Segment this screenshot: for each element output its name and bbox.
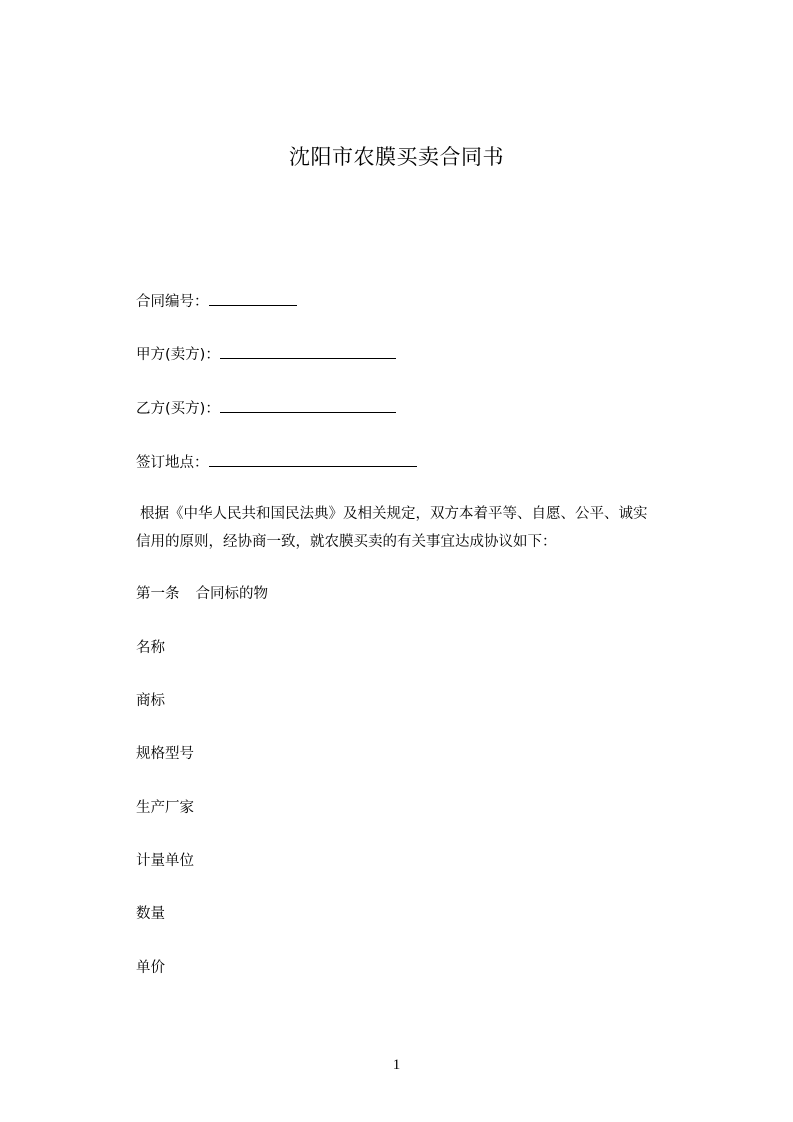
contract-number-label: 合同编号： bbox=[136, 294, 209, 310]
party-a-field bbox=[136, 342, 396, 366]
sign-place-blank bbox=[209, 450, 417, 467]
intro-line-1: 根据《中华人民共和国民法典》及相关规定，双方本着平等、自愿、公平、诚实 bbox=[140, 506, 648, 522]
party-a-label: 甲方(卖方)： bbox=[136, 347, 220, 363]
item-spec-model: 规格型号 bbox=[136, 746, 194, 762]
item-quantity: 数量 bbox=[136, 906, 165, 922]
intro-paragraph bbox=[136, 500, 716, 556]
item-unit: 计量单位 bbox=[136, 853, 194, 869]
party-b-label: 乙方(买方)： bbox=[136, 401, 220, 417]
sign-place-field bbox=[136, 450, 417, 474]
item-trademark: 商标 bbox=[136, 693, 165, 709]
party-a-blank bbox=[220, 342, 396, 359]
party-b-blank bbox=[220, 396, 396, 413]
party-b-field bbox=[136, 396, 396, 420]
article-1-title: 合同标的物 bbox=[195, 586, 268, 602]
page-number: 1 bbox=[392, 1057, 401, 1073]
article-1-heading bbox=[136, 583, 268, 605]
intro-line-2: 信用的原则，经协商一致，就农膜买卖的有关事宜达成协议如下： bbox=[136, 534, 557, 550]
contract-number-blank bbox=[209, 289, 297, 306]
article-1-number: 第一条 bbox=[136, 586, 180, 602]
sign-place-label: 签订地点： bbox=[136, 455, 209, 471]
item-name: 名称 bbox=[136, 640, 165, 656]
contract-number-field bbox=[136, 289, 297, 313]
item-unit-price: 单价 bbox=[136, 960, 165, 976]
item-manufacturer: 生产厂家 bbox=[136, 800, 194, 816]
document-title: 沈阳市农膜买卖合同书 bbox=[289, 145, 504, 169]
